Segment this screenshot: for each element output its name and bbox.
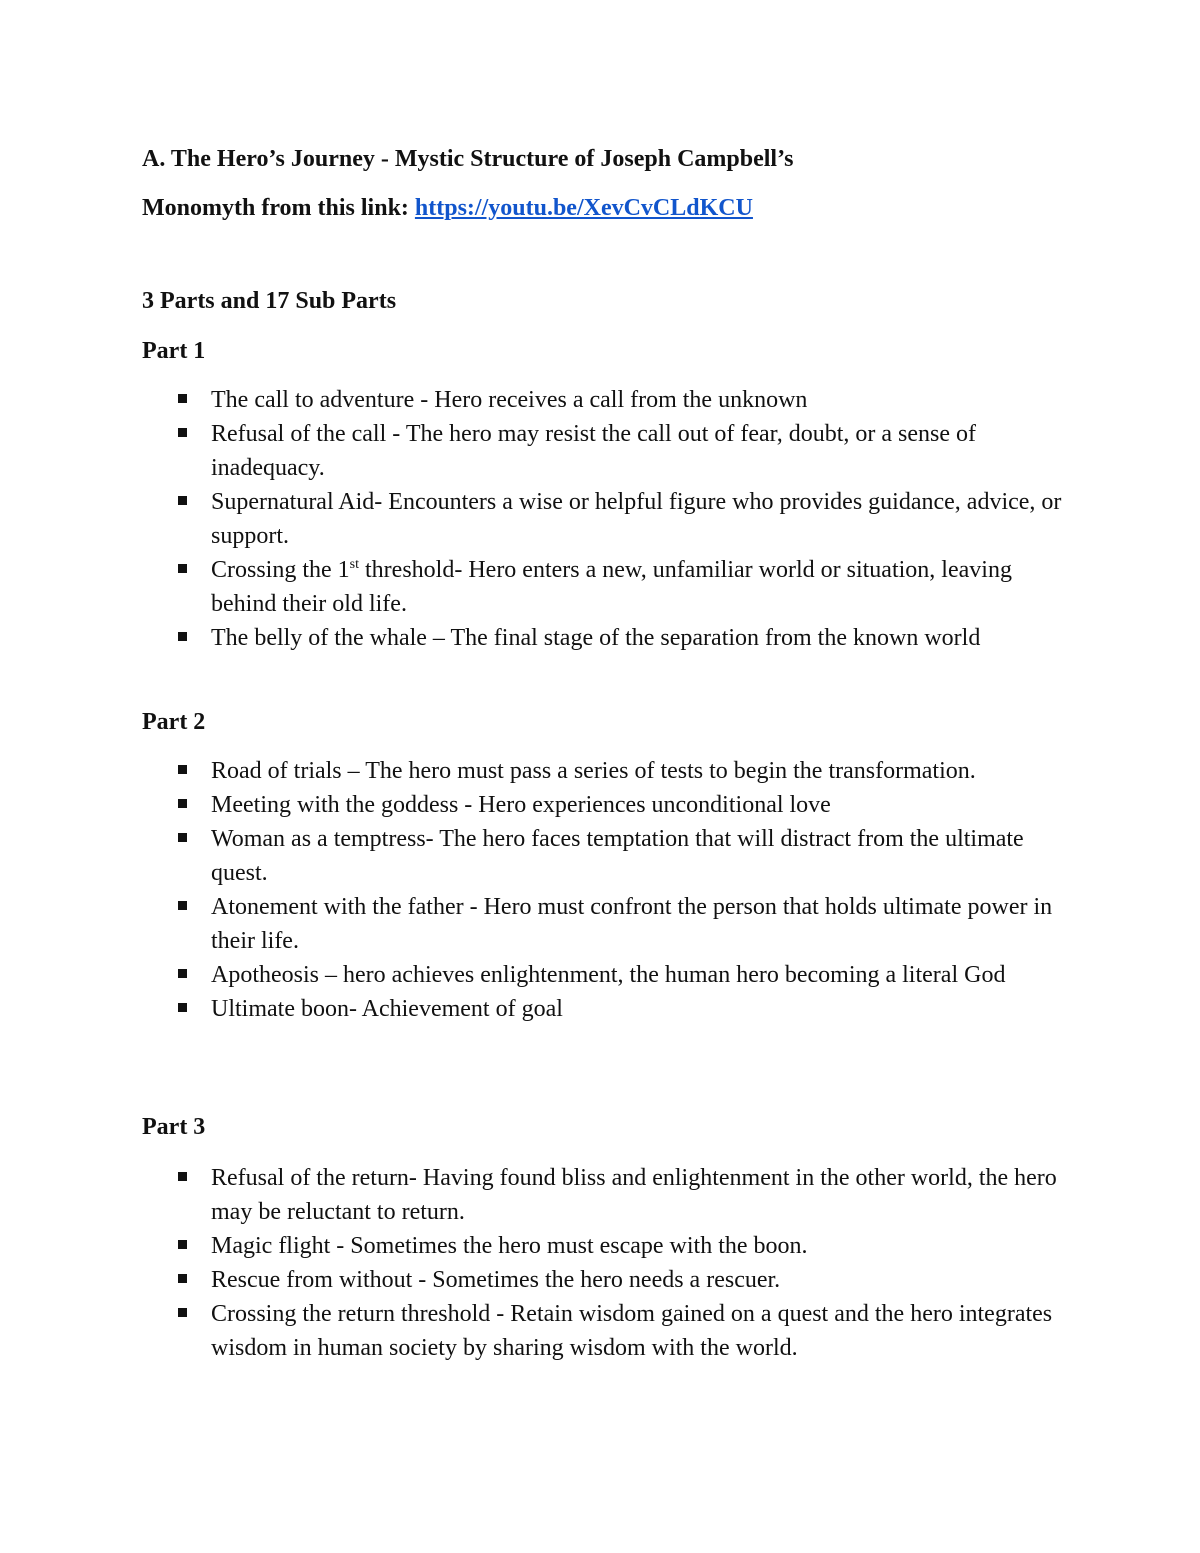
list-item: Woman as a temptress- The hero faces temptation that will distract from the ultimate quest. [0, 822, 1200, 890]
list-item: The call to adventure - Hero receives a call from the unknown [0, 383, 1200, 417]
square-bullet-icon [178, 833, 187, 842]
part-2-heading: Part 2 [142, 709, 206, 735]
document-title-line-2 [142, 193, 753, 223]
youtube-link[interactable]: https://youtu.be/XevCvCLdKCU [414, 195, 753, 221]
list-item: Atonement with the father - Hero must confront the person that holds ultimate power in their life. [0, 890, 1200, 958]
document-title: A. The Hero’s Journey - Mystic Structure of Joseph Campbell’s [142, 146, 794, 172]
part-3-heading: Part 3 [142, 1114, 206, 1140]
square-bullet-icon [178, 428, 187, 437]
square-bullet-icon [178, 1308, 187, 1317]
square-bullet-icon [178, 564, 187, 573]
list-item: Magic flight - Sometimes the hero must escape with the boon. [0, 1229, 1200, 1263]
square-bullet-icon [178, 632, 187, 641]
list-item: Meeting with the goddess - Hero experiences unconditional love [0, 788, 1200, 822]
list-item: Apotheosis – hero achieves enlightenment, the human hero becoming a literal God [0, 958, 1200, 992]
item-rest: threshold- Hero enters a new, unfamiliar world or situation, leaving behind their old life. [211, 557, 1012, 617]
square-bullet-icon [178, 799, 187, 808]
list-item: Ultimate boon- Achievement of goal [0, 992, 1200, 1026]
ordinal-superscript: st [349, 557, 360, 572]
item-prefix: Crossing the 1 [211, 557, 350, 583]
square-bullet-icon [178, 496, 187, 505]
square-bullet-icon [178, 1003, 187, 1012]
subtitle: 3 Parts and 17 Sub Parts [142, 288, 397, 314]
part-2-list [0, 754, 1200, 1026]
list-item: The belly of the whale – The final stage of the separation from the known world [0, 621, 1200, 655]
list-item: Supernatural Aid- Encounters a wise or helpful figure who provides guidance, advice, or support. [0, 485, 1200, 553]
document-title-line-1 [142, 144, 794, 174]
list-item: Crossing the return threshold - Retain wisdom gained on a quest and the hero integrates wisdom in human society by sharing wisdom with the world. [0, 1297, 1200, 1365]
square-bullet-icon [178, 1240, 187, 1249]
part-1-heading: Part 1 [142, 338, 206, 364]
square-bullet-icon [178, 1172, 187, 1181]
part-3-list [0, 1161, 1200, 1365]
list-item: Road of trials – The hero must pass a series of tests to begin the transformation. [0, 754, 1200, 788]
list-item: Rescue from without - Sometimes the hero needs a rescuer. [0, 1263, 1200, 1297]
square-bullet-icon [178, 394, 187, 403]
square-bullet-icon [178, 969, 187, 978]
link-label: Monomyth from this link: [142, 195, 415, 221]
square-bullet-icon [178, 901, 187, 910]
square-bullet-icon [178, 765, 187, 774]
list-item [0, 553, 1200, 621]
list-item: Refusal of the call - The hero may resist the call out of fear, doubt, or a sense of inadequacy. [0, 417, 1200, 485]
square-bullet-icon [178, 1274, 187, 1283]
list-item: Refusal of the return- Having found bliss and enlightenment in the other world, the hero may be reluctant to return. [0, 1161, 1200, 1229]
part-1-list [0, 383, 1200, 655]
